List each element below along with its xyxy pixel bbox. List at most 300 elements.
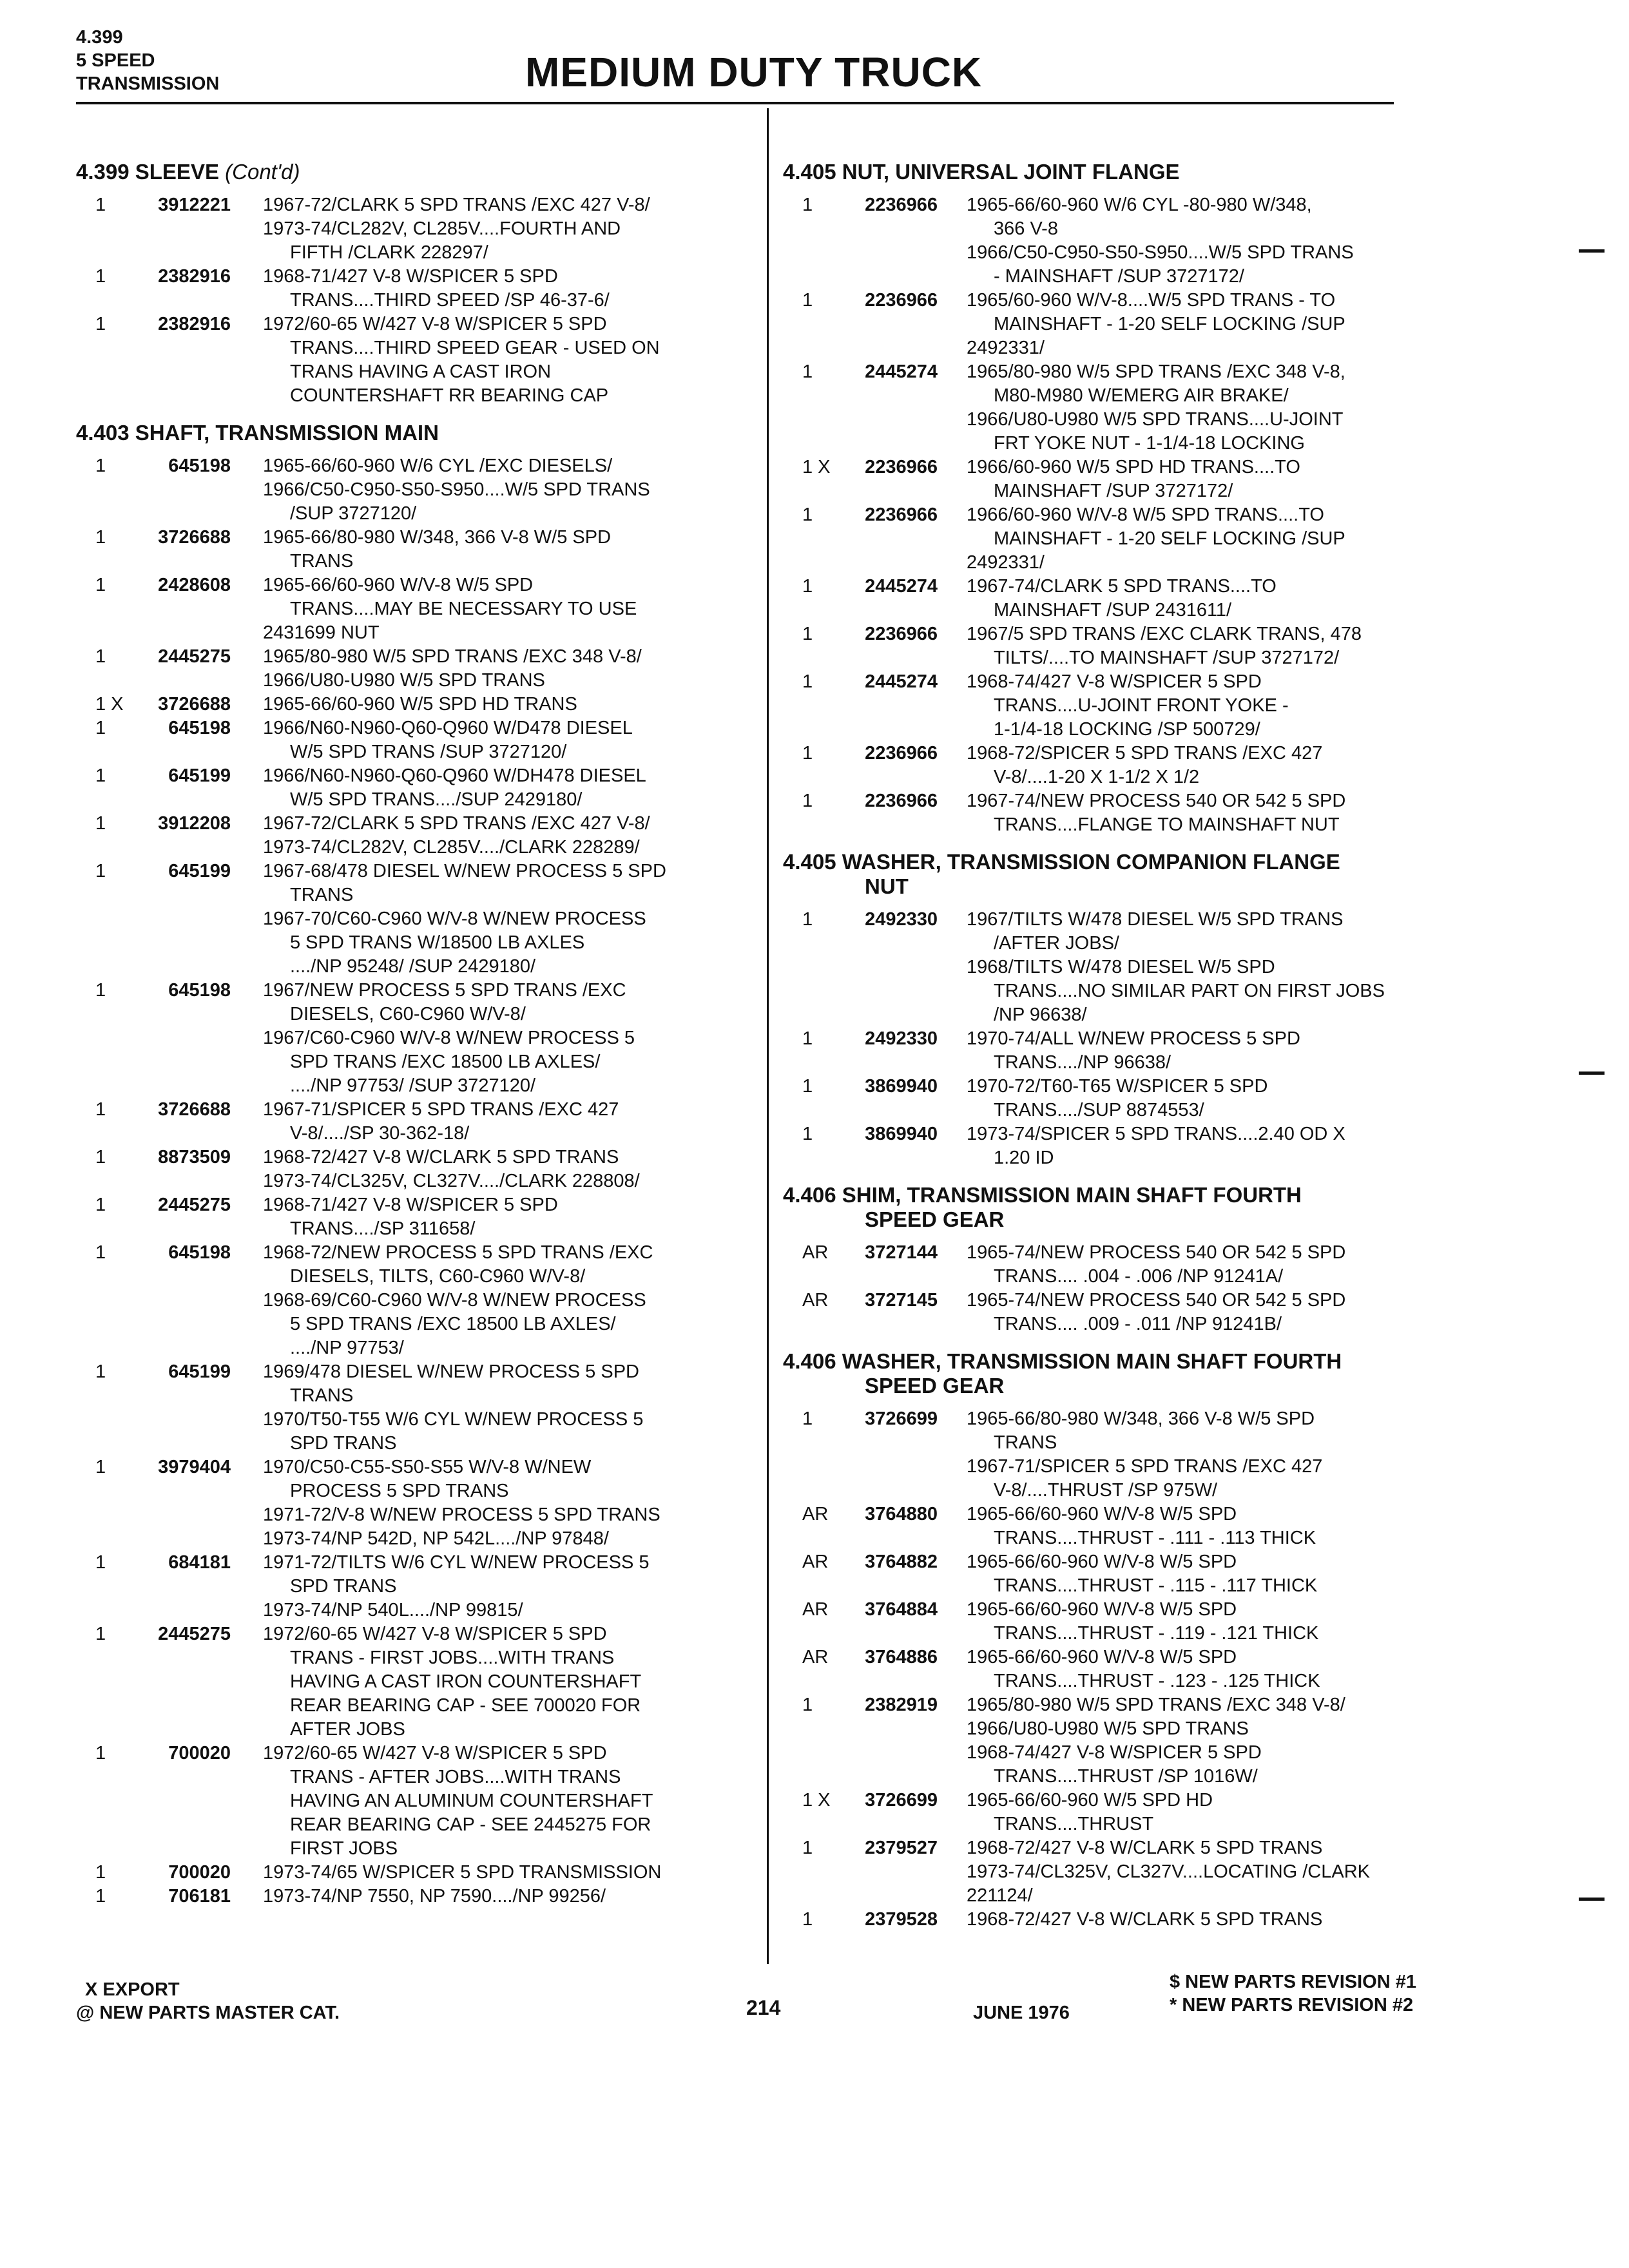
entry-part-number: 645198 (168, 1242, 231, 1263)
description-line: /SUP 3727120/ (290, 503, 417, 524)
description-line: 1971-72/V-8 W/NEW PROCESS 5 SPD TRANS (263, 1504, 660, 1525)
part-entry (783, 1836, 1460, 1908)
entry-description (967, 1550, 1460, 1598)
entry-description (263, 860, 759, 979)
entry-part-number: 2445275 (158, 1624, 231, 1644)
entry-description (967, 789, 1460, 837)
description-line: 1967-72/CLARK 5 SPD TRANS /EXC 427 V-8/ (263, 813, 650, 834)
right-column (783, 147, 1460, 1932)
description-line: /NP 96638/ (994, 1004, 1087, 1025)
description-line: TRANS (290, 1385, 354, 1406)
description-line: 1968-72/SPICER 5 SPD TRANS /EXC 427 (967, 743, 1323, 764)
description-line: 1965-66/60-960 W/5 SPD HD (967, 1790, 1213, 1811)
part-entry (76, 312, 759, 408)
description-line: TRANS....NO SIMILAR PART ON FIRST JOBS (994, 981, 1385, 1001)
description-line: 1.20 ID (994, 1148, 1054, 1168)
part-entry (783, 1598, 1460, 1646)
part-entry (783, 1027, 1460, 1075)
part-entry (76, 1098, 759, 1146)
entry-description (263, 1551, 759, 1622)
header-rule (76, 102, 1394, 104)
description-line: TRANS HAVING A CAST IRON (290, 361, 552, 382)
entry-description (967, 1646, 1460, 1693)
description-line: MAINSHAFT /SUP 3727172/ (994, 481, 1233, 501)
description-line: TRANS..../SP 311658/ (290, 1218, 476, 1239)
entry-description (967, 1122, 1460, 1170)
entry-part-number: 2445274 (865, 361, 938, 382)
part-entry (76, 1622, 759, 1742)
description-line: 1965-66/80-980 W/348, 366 V-8 W/5 SPD (263, 527, 612, 548)
description-line: TRANS....THRUST - .119 - .121 THICK (994, 1623, 1319, 1644)
section-heading (76, 160, 759, 184)
description-line: SPD TRANS (290, 1433, 397, 1454)
description-line: MAINSHAFT - 1-20 SELF LOCKING /SUP (994, 314, 1345, 334)
part-entry (783, 670, 1460, 742)
entry-part-number: 2445275 (158, 646, 231, 667)
description-line: TRANS....THIRD SPEED GEAR - USED ON (290, 338, 660, 358)
description-line: 1966/60-960 W/V-8 W/5 SPD TRANS....TO (967, 505, 1324, 525)
entry-qty: AR (802, 1599, 829, 1620)
description-line: 221124/ (967, 1885, 1033, 1906)
part-entry (783, 456, 1460, 503)
description-line: 1968-72/NEW PROCESS 5 SPD TRANS /EXC (263, 1242, 653, 1263)
entry-part-number: 2236966 (865, 624, 938, 644)
entry-qty: 1 (95, 718, 106, 738)
entry-part-number: 645199 (168, 861, 231, 881)
description-line: 1973-74/NP 7550, NP 7590..../NP 99256/ (263, 1886, 606, 1907)
description-line: TRANS....FLANGE TO MAINSHAFT NUT (994, 814, 1340, 835)
description-line: 1966/N60-N960-Q60-Q960 W/DH478 DIESEL (263, 765, 646, 786)
description-line: MAINSHAFT /SUP 2431611/ (994, 600, 1232, 620)
part-entry (76, 1742, 759, 1861)
entry-part-number: 706181 (168, 1886, 231, 1907)
entry-qty: 1 (95, 266, 106, 287)
entry-qty: 1 (802, 1408, 813, 1429)
entry-qty: 1 X (95, 694, 124, 715)
description-line: TRANS (994, 1432, 1057, 1453)
description-line: 1965-66/60-960 W/6 CYL /EXC DIESELS/ (263, 456, 613, 476)
entry-description (263, 764, 759, 812)
entry-qty: 1 (802, 505, 813, 525)
description-line: 1967-74/NEW PROCESS 540 OR 542 5 SPD (967, 791, 1346, 811)
header-section-number: 4.399 (76, 27, 123, 48)
part-entry (76, 1456, 759, 1551)
section-title: 4.403 SHAFT, TRANSMISSION MAIN (76, 421, 439, 445)
part-entry (76, 1551, 759, 1622)
section-title-line2: SPEED GEAR (865, 1207, 1005, 1231)
entry-part-number: 700020 (168, 1743, 231, 1763)
description-line: 1973-74/CL282V, CL285V....FOURTH AND (263, 218, 621, 239)
description-line: 1966/60-960 W/5 SPD HD TRANS....TO (967, 457, 1300, 477)
description-line: /AFTER JOBS/ (994, 933, 1119, 954)
description-line: 1966/U80-U980 W/5 SPD TRANS....U-JOINT (967, 409, 1344, 430)
section-title-line2: NUT (865, 874, 909, 898)
entry-part-number: 3869940 (865, 1076, 938, 1097)
section-title-suffix: (Cont'd) (225, 160, 300, 184)
entry-qty: 1 (802, 1838, 813, 1858)
part-entry (783, 503, 1460, 575)
entry-qty: 1 (802, 1909, 813, 1930)
description-line: COUNTERSHAFT RR BEARING CAP (290, 385, 609, 406)
description-line: ..../NP 97753/ /SUP 3727120/ (290, 1075, 536, 1096)
description-line: 1967-74/CLARK 5 SPD TRANS....TO (967, 576, 1277, 597)
entry-description (967, 1241, 1460, 1289)
entry-qty: 1 (95, 1195, 106, 1215)
entry-description (263, 312, 759, 408)
section-heading (783, 850, 1460, 899)
part-entry (783, 1075, 1460, 1122)
section-title: 4.406 WASHER, TRANSMISSION MAIN SHAFT FOURTH (783, 1349, 1342, 1373)
entry-qty: 1 (95, 314, 106, 334)
entry-description (263, 1742, 759, 1861)
footer-legend-export: X EXPORT (85, 1979, 180, 2000)
part-entry (783, 193, 1460, 289)
entry-part-number: 2382916 (158, 314, 231, 334)
part-entry (76, 645, 759, 693)
description-line: 1973-74/CL325V, CL327V..../CLARK 228808/ (263, 1171, 640, 1191)
description-line: DIESELS, C60-C960 W/V-8/ (290, 1004, 526, 1024)
description-line: AFTER JOBS (290, 1719, 405, 1740)
entry-description (263, 573, 759, 645)
footer-date: JUNE 1976 (973, 2003, 1070, 2023)
description-line: 1972/60-65 W/427 V-8 W/SPICER 5 SPD (263, 1624, 607, 1644)
entry-qty: 1 (802, 743, 813, 764)
description-line: 1968-72/427 V-8 W/CLARK 5 SPD TRANS (263, 1147, 619, 1168)
entry-qty: 1 (802, 1695, 813, 1715)
description-line: 1965-66/60-960 W/5 SPD HD TRANS (263, 694, 577, 715)
description-line: DIESELS, TILTS, C60-C960 W/V-8/ (290, 1266, 586, 1287)
description-line: 1965-66/60-960 W/V-8 W/5 SPD (967, 1647, 1237, 1667)
entry-qty: 1 (95, 527, 106, 548)
entry-qty: 1 (95, 575, 106, 595)
entry-description (967, 289, 1460, 360)
description-line: 1966/U80-U980 W/5 SPD TRANS (263, 670, 545, 691)
description-line: REAR BEARING CAP - SEE 700020 FOR (290, 1695, 641, 1716)
section-title: 4.405 WASHER, TRANSMISSION COMPANION FLANGE (783, 850, 1340, 874)
part-entry (76, 193, 759, 265)
entry-description (263, 716, 759, 764)
part-entry (76, 1360, 759, 1456)
entry-part-number: 2382919 (865, 1695, 938, 1715)
entry-part-number: 645198 (168, 456, 231, 476)
entry-description (967, 456, 1460, 503)
description-line: 1965/80-980 W/5 SPD TRANS /EXC 348 V-8, (967, 361, 1345, 382)
entry-part-number: 645198 (168, 980, 231, 1001)
entry-part-number: 3726688 (158, 527, 231, 548)
page-number: 214 (746, 1996, 781, 2019)
entry-qty: 1 (95, 1624, 106, 1644)
description-line: 1968-72/427 V-8 W/CLARK 5 SPD TRANS (967, 1909, 1323, 1930)
part-entry (76, 454, 759, 526)
description-line: M80-M980 W/EMERG AIR BRAKE/ (994, 385, 1289, 406)
entry-qty: 1 (95, 861, 106, 881)
part-entry (783, 575, 1460, 622)
entry-part-number: 2492330 (865, 909, 938, 930)
entry-part-number: 2236966 (865, 290, 938, 311)
description-line: 1965-66/60-960 W/V-8 W/5 SPD (967, 1552, 1237, 1572)
description-line: 1968-69/C60-C960 W/V-8 W/NEW PROCESS (263, 1290, 646, 1311)
entry-part-number: 2236966 (865, 505, 938, 525)
description-line: TRANS..../SUP 8874553/ (994, 1100, 1204, 1120)
description-line: 1966/N60-N960-Q60-Q960 W/D478 DIESEL (263, 718, 633, 738)
entry-part-number: 645198 (168, 718, 231, 738)
part-entry (76, 764, 759, 812)
entry-part-number: 8873509 (158, 1147, 231, 1168)
entry-description (263, 526, 759, 573)
entry-part-number: 2428608 (158, 575, 231, 595)
entry-part-number: 645199 (168, 765, 231, 786)
entry-part-number: 3912221 (158, 195, 231, 215)
entry-qty: AR (802, 1552, 829, 1572)
entry-qty: 1 (802, 1124, 813, 1144)
description-line: TRANS....MAY BE NECESSARY TO USE (290, 599, 637, 619)
entry-qty: AR (802, 1242, 829, 1263)
part-entry (76, 1885, 759, 1908)
entry-description (263, 1241, 759, 1360)
description-line: 1965-66/60-960 W/6 CYL -80-980 W/348, (967, 195, 1312, 215)
entry-qty: 1 (95, 1147, 106, 1168)
entry-qty: 1 X (802, 457, 831, 477)
description-line: FIFTH /CLARK 228297/ (290, 242, 488, 263)
margin-mark (1579, 1898, 1605, 1901)
entry-description (967, 193, 1460, 289)
description-line: 1965/60-960 W/V-8....W/5 SPD TRANS - TO (967, 290, 1336, 311)
entry-part-number: 2236966 (865, 457, 938, 477)
entry-part-number: 2379528 (865, 1909, 938, 1930)
description-line: 1967/NEW PROCESS 5 SPD TRANS /EXC (263, 980, 626, 1001)
entry-description (967, 575, 1460, 622)
part-entry (783, 1122, 1460, 1170)
description-line: 1967-71/SPICER 5 SPD TRANS /EXC 427 (263, 1099, 619, 1120)
entry-description (967, 1503, 1460, 1550)
entry-part-number: 2445274 (865, 576, 938, 597)
description-line: 1968/TILTS W/478 DIESEL W/5 SPD (967, 957, 1275, 977)
description-line: 1968-71/427 V-8 W/SPICER 5 SPD (263, 1195, 558, 1215)
part-entry (783, 1908, 1460, 1932)
entry-description (263, 693, 759, 716)
description-line: 1965-66/60-960 W/V-8 W/5 SPD (967, 1504, 1237, 1524)
description-line: 1965-66/60-960 W/V-8 W/5 SPD (967, 1599, 1237, 1620)
description-line: 1968-72/427 V-8 W/CLARK 5 SPD TRANS (967, 1838, 1323, 1858)
description-line: 1967-70/C60-C960 W/V-8 W/NEW PROCESS (263, 908, 646, 929)
entry-part-number: 3726699 (865, 1408, 938, 1429)
description-line: - MAINSHAFT /SUP 3727172/ (994, 266, 1244, 287)
description-line: TRANS (290, 551, 354, 572)
entry-description (263, 1193, 759, 1241)
entry-description (967, 908, 1460, 1027)
section-heading (783, 160, 1460, 184)
description-line: 1966/C50-C950-S50-S950....W/5 SPD TRANS (967, 242, 1354, 263)
entry-part-number: 2445275 (158, 1195, 231, 1215)
description-line: 1965-66/60-960 W/V-8 W/5 SPD (263, 575, 534, 595)
entry-qty: 1 (95, 1552, 106, 1573)
part-entry (783, 1789, 1460, 1836)
description-line: FIRST JOBS (290, 1838, 398, 1859)
description-line: TRANS....THRUST - .123 - .125 THICK (994, 1671, 1320, 1691)
entry-part-number: 3726699 (865, 1790, 938, 1811)
part-entry (783, 1503, 1460, 1550)
description-line: 5 SPD TRANS W/18500 LB AXLES (290, 932, 585, 953)
description-line: ..../NP 95248/ /SUP 2429180/ (290, 956, 536, 977)
section-title: 4.399 SLEEVE (76, 160, 219, 184)
entry-description (967, 1836, 1460, 1908)
part-entry (76, 573, 759, 645)
entry-description (967, 1908, 1460, 1932)
description-line: 1970-72/T60-T65 W/SPICER 5 SPD (967, 1076, 1268, 1097)
entry-description (967, 1693, 1460, 1789)
description-line: 1965/80-980 W/5 SPD TRANS /EXC 348 V-8/ (967, 1695, 1345, 1715)
entry-qty: AR (802, 1290, 829, 1311)
description-line: 1967/C60-C960 W/V-8 W/NEW PROCESS 5 (263, 1028, 635, 1048)
header-subtitle-line2: TRANSMISSION (76, 73, 220, 94)
entry-qty: 1 (802, 1076, 813, 1097)
part-entry (783, 1407, 1460, 1503)
description-line: 1966/C50-C950-S50-S950....W/5 SPD TRANS (263, 479, 650, 500)
entry-qty: 1 (95, 456, 106, 476)
section-heading (783, 1349, 1460, 1398)
entry-description (263, 193, 759, 265)
entry-qty: 1 (95, 646, 106, 667)
entry-part-number: 645199 (168, 1361, 231, 1382)
left-column (76, 147, 759, 1908)
entry-description (967, 1789, 1460, 1836)
description-line: PROCESS 5 SPD TRANS (290, 1481, 509, 1501)
entry-qty: 1 X (802, 1790, 831, 1811)
entry-description (263, 1098, 759, 1146)
description-line: 1968-74/427 V-8 W/SPICER 5 SPD (967, 1742, 1262, 1763)
part-entry (783, 908, 1460, 1027)
entry-qty: 1 (95, 1862, 106, 1883)
description-line: 1967-71/SPICER 5 SPD TRANS /EXC 427 (967, 1456, 1323, 1477)
entry-part-number: 3764882 (865, 1552, 938, 1572)
entry-part-number: 3727144 (865, 1242, 938, 1263)
header-section-block (76, 26, 219, 95)
entry-part-number: 2492330 (865, 1028, 938, 1049)
description-line: 1967-72/CLARK 5 SPD TRANS /EXC 427 V-8/ (263, 195, 650, 215)
description-line: V-8/..../SP 30-362-18/ (290, 1123, 470, 1144)
part-entry (76, 716, 759, 764)
description-line: REAR BEARING CAP - SEE 2445275 FOR (290, 1814, 651, 1835)
description-line: TRANS - AFTER JOBS....WITH TRANS (290, 1767, 621, 1787)
part-entry (783, 360, 1460, 456)
entry-qty: AR (802, 1504, 829, 1524)
description-line: MAINSHAFT - 1-20 SELF LOCKING /SUP (994, 528, 1345, 549)
footer-revision1: $ NEW PARTS REVISION #1 (1170, 1972, 1416, 1992)
entry-description (263, 1146, 759, 1193)
description-line: W/5 SPD TRANS..../SUP 2429180/ (290, 789, 583, 810)
entry-description (967, 1598, 1460, 1646)
part-entry (76, 1193, 759, 1241)
description-line: 1967/TILTS W/478 DIESEL W/5 SPD TRANS (967, 909, 1344, 930)
description-line: TRANS....THIRD SPEED /SP 46-37-6/ (290, 290, 610, 311)
entry-part-number: 3979404 (158, 1457, 231, 1477)
part-entry (76, 693, 759, 716)
entry-description (263, 1360, 759, 1456)
part-entry (76, 1861, 759, 1885)
entry-qty: 1 (802, 624, 813, 644)
description-line: 1965-74/NEW PROCESS 540 OR 542 5 SPD (967, 1290, 1346, 1311)
description-line: TRANS (290, 885, 354, 905)
entry-description (967, 1075, 1460, 1122)
description-line: HAVING A CAST IRON COUNTERSHAFT (290, 1671, 642, 1692)
entry-description (967, 670, 1460, 742)
description-line: TILTS/....TO MAINSHAFT /SUP 3727172/ (994, 648, 1340, 668)
entry-part-number: 2379527 (865, 1838, 938, 1858)
part-entry (783, 789, 1460, 837)
description-line: W/5 SPD TRANS /SUP 3727120/ (290, 742, 567, 762)
entry-part-number: 3764884 (865, 1599, 938, 1620)
description-line: 1968-71/427 V-8 W/SPICER 5 SPD (263, 266, 558, 287)
entry-qty: 1 (95, 1457, 106, 1477)
entry-description (967, 1027, 1460, 1075)
description-line: 1966/U80-U980 W/5 SPD TRANS (967, 1718, 1249, 1739)
description-line: 2492331/ (967, 338, 1045, 358)
description-line: TRANS..../NP 96638/ (994, 1052, 1171, 1073)
entry-qty: 1 (802, 791, 813, 811)
description-line: SPD TRANS (290, 1576, 397, 1597)
description-line: 1970/T50-T55 W/6 CYL W/NEW PROCESS 5 (263, 1409, 644, 1430)
description-line: TRANS - FIRST JOBS....WITH TRANS (290, 1648, 615, 1668)
description-line: 2492331/ (967, 552, 1045, 573)
description-line: 1973-74/SPICER 5 SPD TRANS....2.40 OD X (967, 1124, 1345, 1144)
page-title: MEDIUM DUTY TRUCK (525, 49, 983, 95)
description-line: 1967-68/478 DIESEL W/NEW PROCESS 5 SPD (263, 861, 666, 881)
description-line: 1965-66/80-980 W/348, 366 V-8 W/5 SPD (967, 1408, 1315, 1429)
part-entry (76, 979, 759, 1098)
description-line: 1965/80-980 W/5 SPD TRANS /EXC 348 V-8/ (263, 646, 642, 667)
description-line: V-8/....THRUST /SP 975W/ (994, 1480, 1218, 1501)
part-entry (783, 1550, 1460, 1598)
description-line: 1967/5 SPD TRANS /EXC CLARK TRANS, 478 (967, 624, 1362, 644)
description-line: 1965-74/NEW PROCESS 540 OR 542 5 SPD (967, 1242, 1346, 1263)
entry-description (263, 1885, 759, 1908)
section-heading (783, 1183, 1460, 1232)
description-line: ..../NP 97753/ (290, 1338, 404, 1358)
description-line: 1968-74/427 V-8 W/SPICER 5 SPD (967, 671, 1262, 692)
description-line: 366 V-8 (994, 218, 1058, 239)
entry-qty: 1 (95, 1743, 106, 1763)
section-title: 4.405 NUT, UNIVERSAL JOINT FLANGE (783, 160, 1180, 184)
part-entry (783, 742, 1460, 789)
description-line: 1973-74/NP 542D, NP 542L..../NP 97848/ (263, 1528, 609, 1549)
description-line: 1973-74/CL282V, CL285V..../CLARK 228289/ (263, 837, 640, 858)
description-line: 2431699 NUT (263, 622, 380, 643)
part-entry (783, 1289, 1460, 1336)
part-entry (783, 1693, 1460, 1789)
part-entry (783, 1646, 1460, 1693)
description-line: SPD TRANS /EXC 18500 LB AXLES/ (290, 1052, 601, 1072)
description-line: TRANS....THRUST /SP 1016W/ (994, 1766, 1258, 1787)
entry-qty: 1 (95, 1361, 106, 1382)
part-entry (76, 265, 759, 312)
part-entry (76, 526, 759, 573)
entry-part-number: 2236966 (865, 195, 938, 215)
part-entry (76, 860, 759, 979)
description-line: 1972/60-65 W/427 V-8 W/SPICER 5 SPD (263, 314, 607, 334)
description-line: TRANS.... .009 - .011 /NP 91241B/ (994, 1314, 1282, 1334)
description-line: 1970/C50-C55-S50-S55 W/V-8 W/NEW (263, 1457, 592, 1477)
entry-description (263, 265, 759, 312)
description-line: TRANS....THRUST (994, 1814, 1154, 1834)
part-entry (76, 1241, 759, 1360)
entry-description (967, 742, 1460, 789)
entry-part-number: 3726688 (158, 1099, 231, 1120)
entry-description (263, 1456, 759, 1551)
section-title: 4.406 SHIM, TRANSMISSION MAIN SHAFT FOURTH (783, 1183, 1302, 1207)
entry-qty: 1 (95, 1242, 106, 1263)
entry-part-number: 2236966 (865, 791, 938, 811)
description-line: 1973-74/NP 540L..../NP 99815/ (263, 1600, 523, 1620)
